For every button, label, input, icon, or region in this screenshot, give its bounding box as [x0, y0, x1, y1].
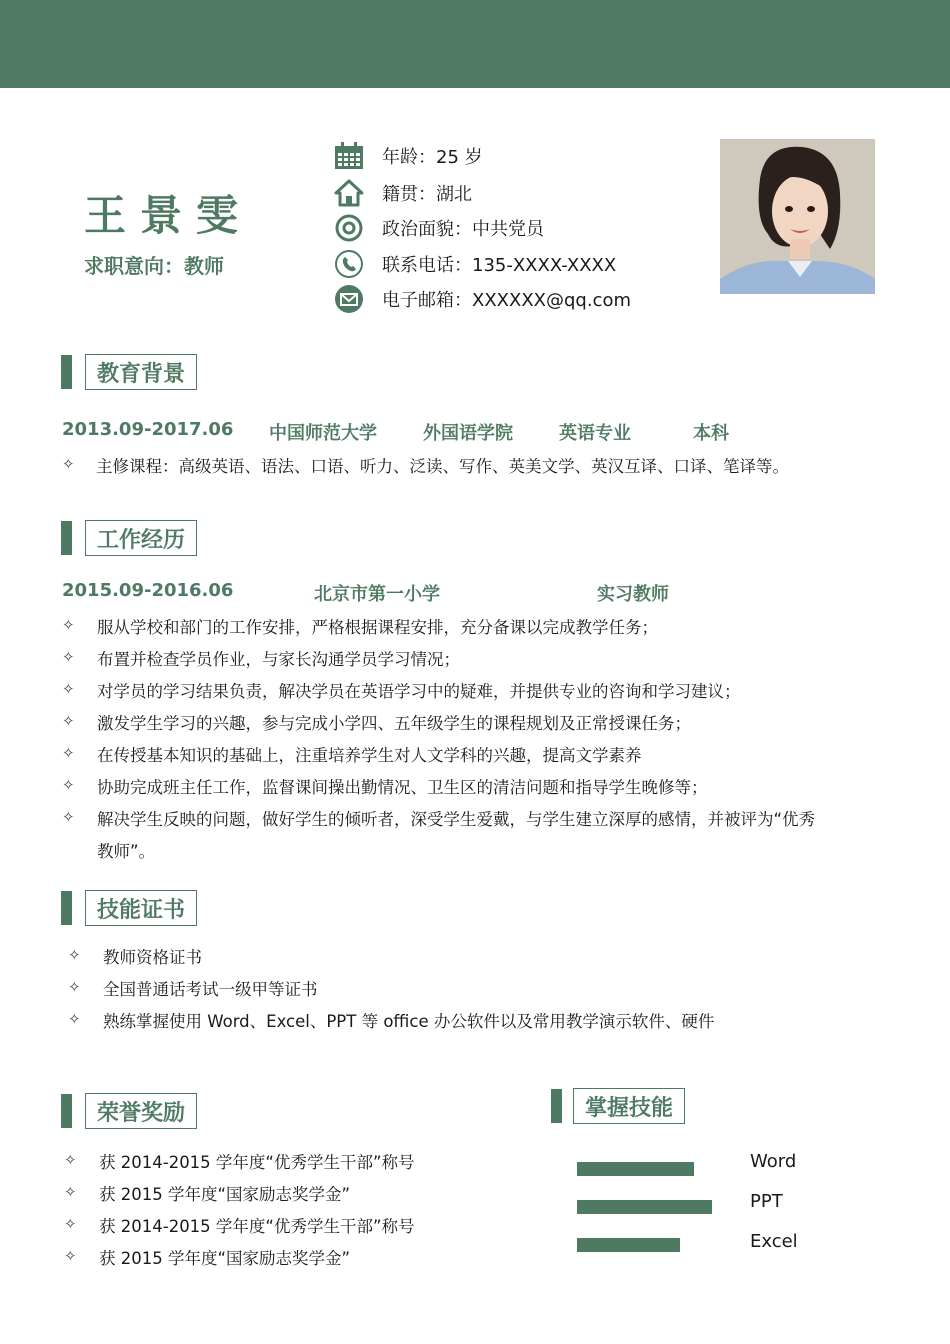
cert-item: 全国普通话考试一级甲等证书 — [103, 980, 318, 999]
calendar-icon — [334, 141, 364, 171]
bullet-icon: ✧ — [62, 648, 75, 666]
section-title-skills: 掌握技能 — [573, 1088, 685, 1124]
edu-courses: 主修课程：高级英语、语法、口语、听力、泛读、写作、英美文学、英汉互译、口译、笔译等。 — [96, 457, 789, 476]
work-item: 对学员的学习结果负责，解决学员在英语学习中的疑难，并提供专业的咨询和学习建议； — [97, 682, 741, 701]
cert-item: 熟练掌握使用 Word、Excel、PPT 等 office 办公软件以及常用教学演示软件、硬件 — [103, 1012, 715, 1031]
bullet-icon: ✧ — [64, 1183, 77, 1201]
mail-icon — [334, 284, 364, 314]
bullet-icon: ✧ — [62, 616, 75, 634]
work-org: 北京市第一小学 — [314, 584, 440, 605]
section-title-work: 工作经历 — [85, 520, 197, 556]
bullet-icon: ✧ — [62, 680, 75, 698]
section-marker — [551, 1089, 562, 1123]
skill-label-ppt: PPT — [750, 1191, 783, 1212]
bullet-icon: ✧ — [68, 1010, 81, 1028]
work-item: 服从学校和部门的工作安排，严格根据课程安排，充分备课以完成教学任务； — [97, 618, 658, 637]
contact-text: 年龄：25 岁 — [382, 147, 483, 168]
skill-bar-word — [577, 1162, 694, 1176]
edu-major: 英语专业 — [559, 423, 631, 444]
section-marker — [61, 355, 72, 389]
edu-period: 2013.09-2017.06 — [62, 419, 234, 440]
section-title-honors: 荣誉奖励 — [85, 1093, 197, 1129]
bullet-icon: ✧ — [68, 978, 81, 996]
honor-item: 获 2015 学年度“国家励志奖学金” — [99, 1249, 351, 1268]
edu-college: 外国语学院 — [423, 423, 513, 444]
contact-politics — [334, 212, 694, 244]
profile-photo — [720, 139, 875, 294]
edu-degree: 本科 — [693, 423, 729, 444]
skill-bar-excel — [577, 1238, 680, 1252]
contact-hometown — [334, 177, 694, 209]
contact-phone — [334, 248, 694, 280]
skill-label-excel: Excel — [750, 1231, 798, 1252]
edu-school: 中国师范大学 — [269, 423, 377, 444]
work-item: 解决学生反映的问题，做好学生的倾听者，深受学生爱戴，与学生建立深厚的感情，并被评为“优秀 — [97, 810, 816, 829]
section-marker — [61, 521, 72, 555]
location-pin-icon — [334, 213, 364, 243]
home-icon — [334, 178, 364, 208]
work-item: 激发学生学习的兴趣，参与完成小学四、五年级学生的课程规划及正常授课任务； — [97, 714, 691, 733]
work-item: 在传授基本知识的基础上，注重培养学生对人文学科的兴趣，提高文学素养 — [97, 746, 642, 765]
bullet-icon: ✧ — [68, 946, 81, 964]
section-title-certs: 技能证书 — [85, 890, 197, 926]
contact-text: 籍贯：湖北 — [382, 184, 472, 205]
header-bar — [0, 0, 950, 88]
honor-item: 获 2015 学年度“国家励志奖学金” — [99, 1185, 351, 1204]
work-item: 协助完成班主任工作，监督课间操出勤情况、卫生区的清洁问题和指导学生晚修等； — [97, 778, 708, 797]
section-marker — [61, 1094, 72, 1128]
work-period: 2015.09-2016.06 — [62, 580, 234, 601]
bullet-icon: ✧ — [62, 744, 75, 762]
skill-bar-ppt — [577, 1200, 712, 1214]
work-role: 实习教师 — [597, 584, 669, 605]
section-marker — [61, 891, 72, 925]
bullet-icon: ✧ — [62, 712, 75, 730]
bullet-icon: ✧ — [62, 808, 75, 826]
bullet-icon: ✧ — [64, 1247, 77, 1265]
job-intent: 求职意向：教师 — [84, 254, 224, 278]
skill-label-word: Word — [750, 1151, 797, 1172]
bullet-icon: ✧ — [64, 1215, 77, 1233]
contact-text: 电子邮箱：XXXXXX@qq.com — [382, 290, 632, 311]
candidate-name: 王景雯 — [84, 191, 253, 240]
work-item-continued: 教师”。 — [97, 842, 156, 861]
honor-item: 获 2014-2015 学年度“优秀学生干部”称号 — [99, 1217, 415, 1236]
contact-age — [334, 140, 694, 172]
contact-text: 联系电话：135-XXXX-XXXX — [382, 255, 617, 276]
honor-item: 获 2014-2015 学年度“优秀学生干部”称号 — [99, 1153, 415, 1172]
contact-email — [334, 283, 694, 315]
cert-item: 教师资格证书 — [103, 948, 202, 967]
section-title-education: 教育背景 — [85, 354, 197, 390]
bullet-icon: ✧ — [62, 455, 75, 473]
phone-icon — [334, 249, 364, 279]
contact-text: 政治面貌：中共党员 — [382, 219, 544, 240]
bullet-icon: ✧ — [64, 1151, 77, 1169]
bullet-icon: ✧ — [62, 776, 75, 794]
work-item: 布置并检查学员作业，与家长沟通学员学习情况； — [97, 650, 460, 669]
